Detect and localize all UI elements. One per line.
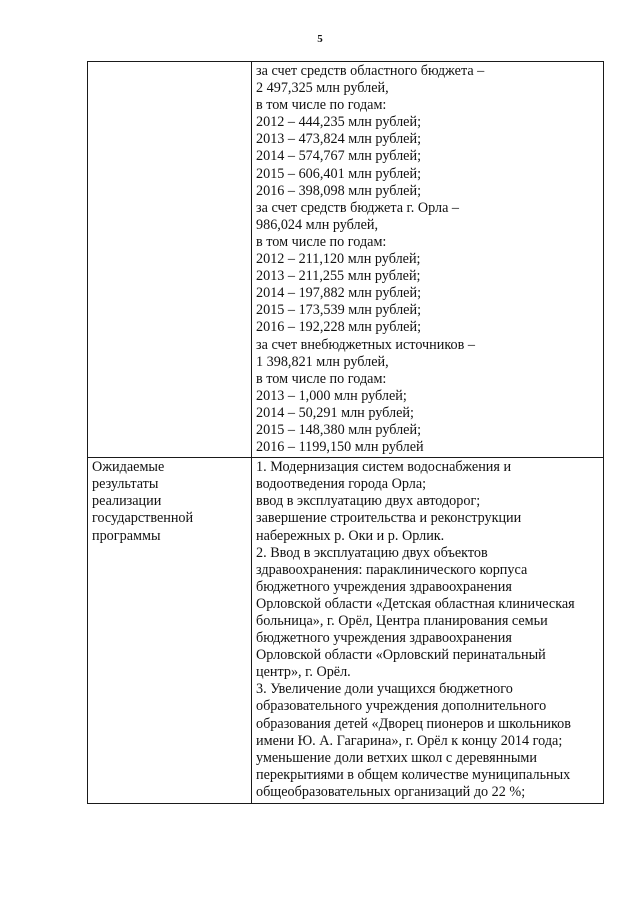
text-line: 1 398,821 млн рублей, [256,353,389,370]
text-line: в том числе по годам: [256,97,387,114]
text-line: 2013 – 473,824 млн рублей; [256,131,422,148]
text-line: программы [92,527,161,544]
text-line: образовательного учреждения дополнительного [256,698,547,715]
page-number: 5 [317,33,323,45]
text-line: больница», г. Орёл, Центра планирования семьи [256,613,548,629]
text-line: ввод в эксплуатацию двух автодорог; [256,493,481,510]
text-line: набережных р. Оки и р. Орлик. [256,527,445,544]
funding-details-cell [252,62,604,458]
text-line: 2016 – 398,098 млн рублей; [256,182,422,199]
funding-label-cell [88,62,252,458]
text-line: уменьшение доли ветхих школ с деревянными [256,749,537,766]
text-line: перекрытиями в общем количестве муниципальных [256,766,571,783]
text-line: бюджетного учреждения здравоохранения [256,630,512,647]
text-line: в том числе по годам: [256,370,387,387]
text-line: 2014 – 50,291 млн рублей; [256,404,414,421]
text-line: центр», г. Орёл. [256,664,351,681]
expected-results-row [88,458,604,804]
text-line: завершение строительства и реконструкции [256,510,522,527]
text-line: 3. Увеличение доли учащихся бюджетного [256,681,513,698]
funding-row [88,62,604,458]
text-line: 2013 – 1,000 млн рублей; [256,387,407,404]
expected-results-details-cell [252,458,604,804]
text-line: результаты [92,476,159,493]
text-line: 2012 – 444,235 млн рублей; [256,114,422,131]
text-line: общеобразовательных организаций до 22 %; [256,783,526,800]
text-line: имени Ю. А. Гагарина», г. Орёл к концу 2014 года; [256,732,563,749]
text-line: государственной [92,510,194,527]
text-line: образования детей «Дворец пионеров и школьников [256,715,571,732]
text-line: Ожидаемые [92,459,165,476]
text-line: 2 497,325 млн рублей, [256,80,389,97]
text-line: 2016 – 1199,150 млн рублей [256,439,424,456]
text-line: Орловской области «Орловский перинатальный [256,647,546,664]
text-line: 2. Ввод в эксплуатацию двух объектов [256,544,488,561]
text-line: 2015 – 148,380 млн рублей; [256,421,422,438]
text-line: бюджетного учреждения здравоохранения [256,578,512,595]
text-line: 2014 – 574,767 млн рублей; [256,148,422,165]
text-line: за счет средств областного бюджета – [256,63,485,79]
text-line: 2014 – 197,882 млн рублей; [256,285,422,302]
text-line: за счет внебюджетных источников – [256,336,475,353]
text-line: 2016 – 192,228 млн рублей; [256,319,422,336]
text-line: 2012 – 211,120 млн рублей; [256,251,421,268]
text-line: 2015 – 173,539 млн рублей; [256,302,422,319]
text-line: Орловской области «Детская областная клиническая [256,595,575,612]
text-line: в том числе по годам: [256,233,387,250]
text-line: 1. Модернизация систем водоснабжения и [256,459,512,476]
text-line: 2015 – 606,401 млн рублей; [256,165,422,182]
text-line: реализации [92,493,162,510]
text-line: водоотведения города Орла; [256,476,427,493]
expected-results-label-cell [88,458,252,804]
text-line: здравоохранения: параклинического корпуса [256,561,528,578]
text-line: 2013 – 211,255 млн рублей; [256,268,421,285]
text-line: 986,024 млн рублей, [256,216,379,233]
program-passport-table [87,61,604,804]
text-line: за счет средств бюджета г. Орла – [256,199,460,216]
